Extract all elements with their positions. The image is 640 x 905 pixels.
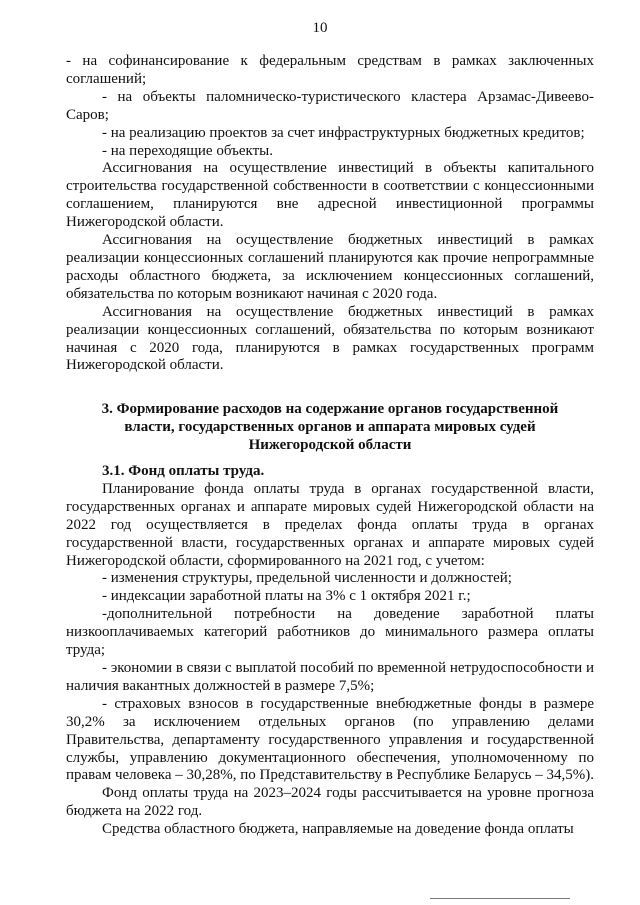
- paragraph: - экономии в связи с выплатой пособий по временной нетрудоспособности и наличия вакантных должностей в размере 7,5%;: [66, 660, 594, 694]
- page-number: 10: [312, 20, 328, 36]
- paragraph: - на софинансирование к федеральным средствам в рамках заключенных соглашений;: [66, 53, 594, 87]
- section-heading-line-1: 3. Формирование расходов на содержание органов государственной: [101, 401, 559, 418]
- section-heading-line-2: власти, государственных органов и аппарата мировых судей: [124, 419, 536, 436]
- paragraph: Ассигнования на осуществление инвестиций в объекты капитального строительства государственной собственности в соответствии с концессионными соглашением, планируются вне адресной инвестиционной программы Нижегородской области.: [66, 160, 594, 231]
- paragraph: - страховых взносов в государственные внебюджетные фонды в размере 30,2% за исключением отдельных органов (по управлению делами Правительства, департаменту государственного управления и государственной службы, управлению документационного обеспечения, уполномоченному по правам человека – 30,28%, по Представительству в Республике Беларусь – 34,5%).: [66, 695, 595, 784]
- paragraph: -дополнительной потребности на доведение заработной платы низкооплачиваемых категорий работников до минимального размера оплаты труда;: [66, 606, 594, 659]
- paragraph: - индексации заработной платы на 3% с 1 октября 2021 г.;: [102, 588, 471, 605]
- paragraph: Ассигнования на осуществление бюджетных инвестиций в рамках реализации концессионных соглашений, обязательства по которым возникают начиная с 2020 года, планируются в рамках государственных программ Нижегородской области.: [66, 303, 594, 374]
- paragraph: Средства областного бюджета, направляемые на доведение фонда оплаты: [102, 821, 574, 838]
- page-bottom-rule: [430, 898, 570, 899]
- paragraph: - на реализацию проектов за счет инфраструктурных бюджетных кредитов;: [102, 124, 585, 141]
- section-heading-line-3: Нижегородской области: [248, 437, 412, 454]
- bottom-paragraphs: [66, 481, 594, 839]
- paragraph: - изменения структуры, предельной численности и должностей;: [102, 570, 512, 587]
- paragraph: Фонд оплаты труда на 2023–2024 годы рассчитывается на уровне прогноза бюджета на 2022 год.: [66, 785, 594, 820]
- section-heading: [66, 401, 594, 455]
- paragraph: - на объекты паломническо-туристического кластера Арзамас-Дивеево-Саров;: [66, 88, 594, 123]
- document-body: [66, 53, 594, 839]
- paragraph: Планирование фонда оплаты труда в органах государственной власти, государственных органах и аппарате мировых судей Нижегородской области на 2022 год осуществляется в пределах фонда оплаты труда в органах государственной власти, государственных органах и аппарате мировых судей Нижегородской области, сформированного на 2021 год, с учетом:: [66, 480, 594, 569]
- top-paragraphs: [66, 53, 594, 375]
- paragraph: - на переходящие объекты.: [102, 142, 273, 159]
- subsection-heading: 3.1. Фонд оплаты труда.: [102, 463, 265, 480]
- paragraph: Ассигнования на осуществление бюджетных инвестиций в рамках реализации концессионных соглашений планируются как прочие непрограммные расходы областного бюджета, за исключением концессионных соглашений, обязательства по которым возникают начиная с 2020 года.: [66, 232, 594, 302]
